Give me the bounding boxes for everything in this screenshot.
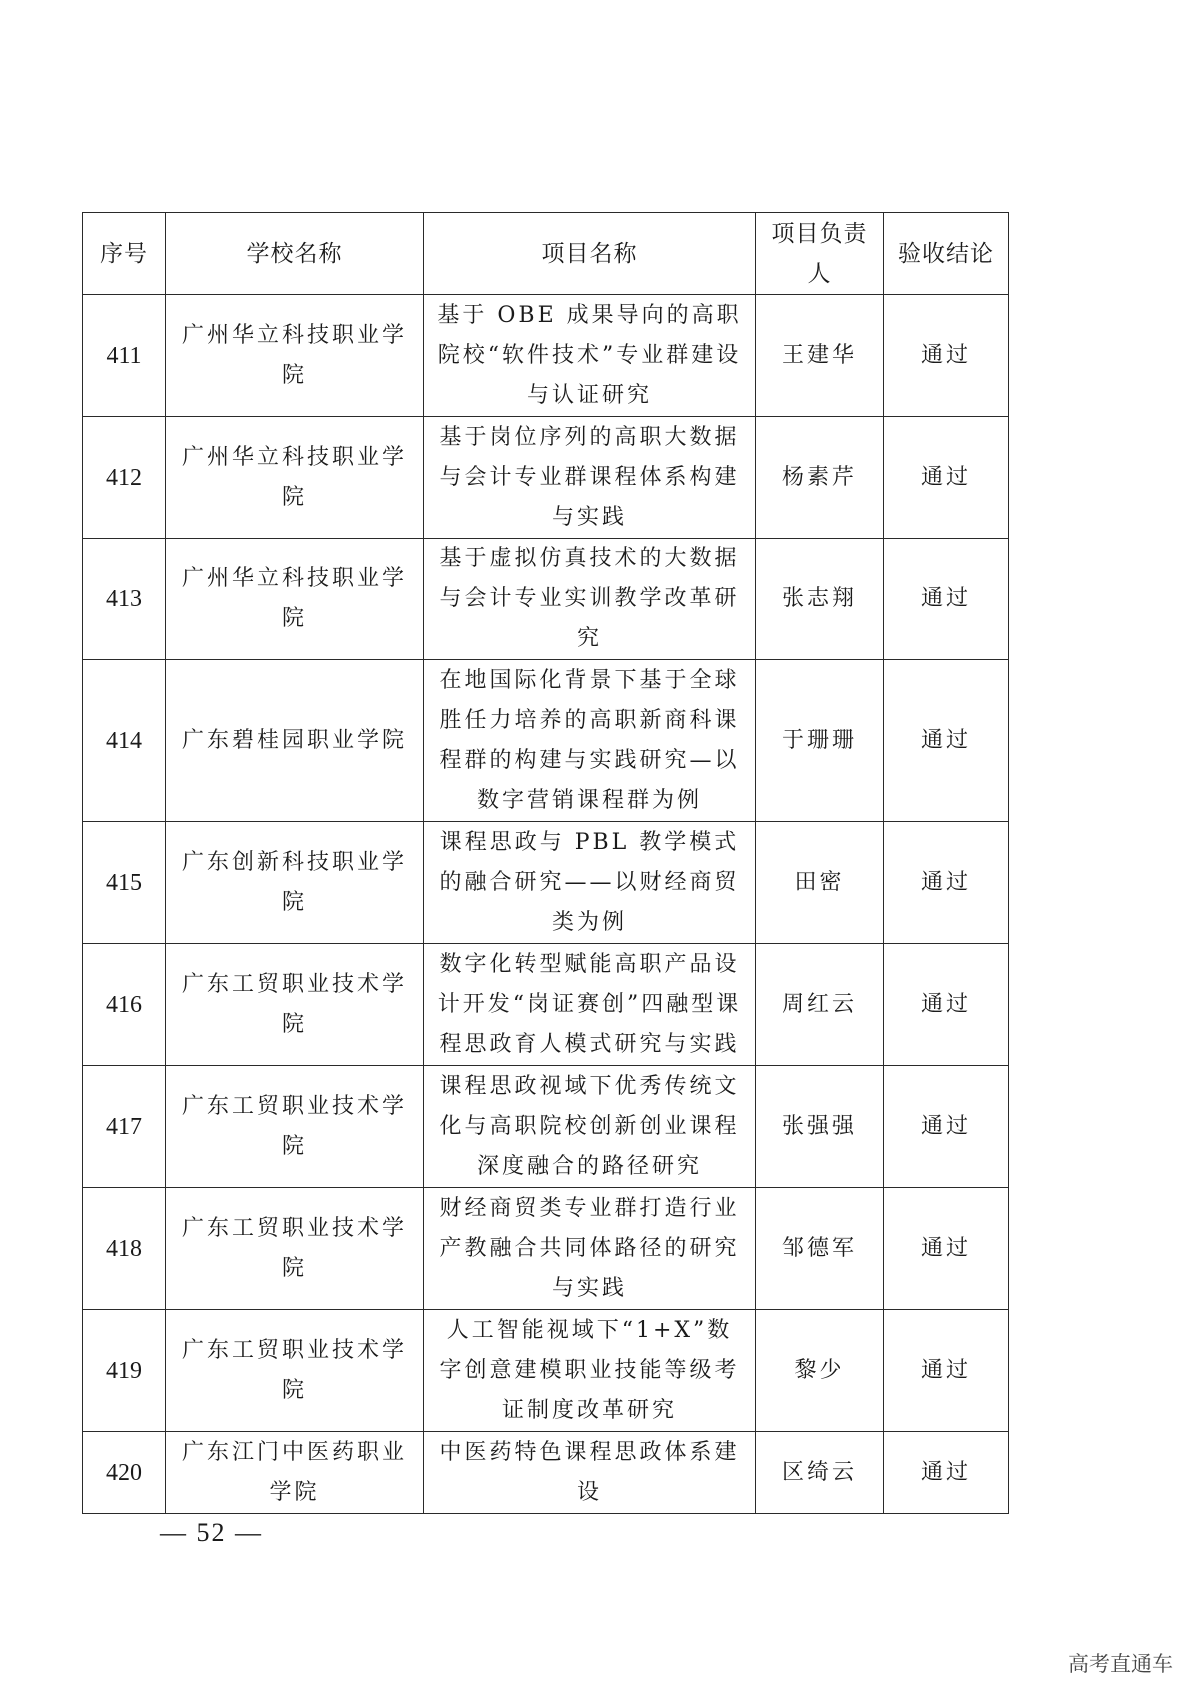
cell-project: 在地国际化背景下基于全球胜任力培养的高职新商科课程群的构建与实践研究—以数字营销课程群为例 (424, 660, 756, 822)
cell-result: 通过 (884, 1188, 1009, 1310)
cell-school: 广东江门中医药职业学院 (166, 1432, 424, 1514)
cell-serial: 414 (83, 660, 166, 822)
cell-leader: 于珊珊 (756, 660, 884, 822)
table-row (83, 1310, 1009, 1432)
acceptance-results-table (82, 212, 1009, 1514)
table-row (83, 822, 1009, 944)
table-row (83, 944, 1009, 1066)
cell-project: 基于虚拟仿真技术的大数据与会计专业实训教学改革研究 (424, 539, 756, 660)
table-row (83, 1066, 1009, 1188)
cell-school: 广东工贸职业技术学院 (166, 944, 424, 1066)
cell-school: 广东工贸职业技术学院 (166, 1310, 424, 1432)
cell-result: 通过 (884, 660, 1009, 822)
cell-project: 基于岗位序列的高职大数据与会计专业群课程体系构建与实践 (424, 417, 756, 539)
cell-project: 财经商贸类专业群打造行业产教融合共同体路径的研究与实践 (424, 1188, 756, 1310)
cell-result: 通过 (884, 1066, 1009, 1188)
cell-result: 通过 (884, 822, 1009, 944)
table-row (83, 295, 1009, 417)
cell-project: 数字化转型赋能高职产品设计开发“岗证赛创”四融型课程思政育人模式研究与实践 (424, 944, 756, 1066)
table-row (83, 539, 1009, 660)
cell-serial: 418 (83, 1188, 166, 1310)
header-result: 验收结论 (884, 213, 1009, 295)
cell-serial: 417 (83, 1066, 166, 1188)
cell-leader: 张强强 (756, 1066, 884, 1188)
cell-school: 广州华立科技职业学院 (166, 417, 424, 539)
cell-serial: 413 (83, 539, 166, 660)
cell-project: 中医药特色课程思政体系建设 (424, 1432, 756, 1514)
table-row (83, 417, 1009, 539)
table-row (83, 660, 1009, 822)
cell-school: 广东碧桂园职业学院 (166, 660, 424, 822)
table-row (83, 1432, 1009, 1514)
cell-serial: 415 (83, 822, 166, 944)
cell-school: 广州华立科技职业学院 (166, 295, 424, 417)
cell-result: 通过 (884, 944, 1009, 1066)
cell-school: 广东工贸职业技术学院 (166, 1188, 424, 1310)
cell-serial: 420 (83, 1432, 166, 1514)
cell-leader: 杨素芹 (756, 417, 884, 539)
cell-leader: 区绮云 (756, 1432, 884, 1514)
cell-serial: 411 (83, 295, 166, 417)
cell-result: 通过 (884, 295, 1009, 417)
table-header-row (83, 213, 1009, 295)
cell-serial: 419 (83, 1310, 166, 1432)
cell-project: 课程思政视域下优秀传统文化与高职院校创新创业课程深度融合的路径研究 (424, 1066, 756, 1188)
cell-school: 广州华立科技职业学院 (166, 539, 424, 660)
cell-leader: 张志翔 (756, 539, 884, 660)
cell-project: 人工智能视域下“1+X”数字创意建模职业技能等级考证制度改革研究 (424, 1310, 756, 1432)
cell-result: 通过 (884, 539, 1009, 660)
cell-school: 广东创新科技职业学院 (166, 822, 424, 944)
cell-result: 通过 (884, 417, 1009, 539)
header-project: 项目名称 (424, 213, 756, 295)
cell-leader: 邹德军 (756, 1188, 884, 1310)
table-row (83, 1188, 1009, 1310)
header-leader: 项目负责人 (756, 213, 884, 295)
watermark: 高考直通车 (1068, 1652, 1173, 1676)
cell-project: 课程思政与 PBL 教学模式的融合研究——以财经商贸类为例 (424, 822, 756, 944)
cell-serial: 416 (83, 944, 166, 1066)
cell-result: 通过 (884, 1432, 1009, 1514)
page-number: — 52 — (160, 1518, 263, 1547)
cell-project: 基于 OBE 成果导向的高职院校“软件技术”专业群建设与认证研究 (424, 295, 756, 417)
cell-leader: 周红云 (756, 944, 884, 1066)
cell-leader: 田密 (756, 822, 884, 944)
cell-result: 通过 (884, 1310, 1009, 1432)
cell-leader: 王建华 (756, 295, 884, 417)
header-serial: 序号 (83, 213, 166, 295)
header-school: 学校名称 (166, 213, 424, 295)
cell-leader: 黎少 (756, 1310, 884, 1432)
cell-school: 广东工贸职业技术学院 (166, 1066, 424, 1188)
cell-serial: 412 (83, 417, 166, 539)
